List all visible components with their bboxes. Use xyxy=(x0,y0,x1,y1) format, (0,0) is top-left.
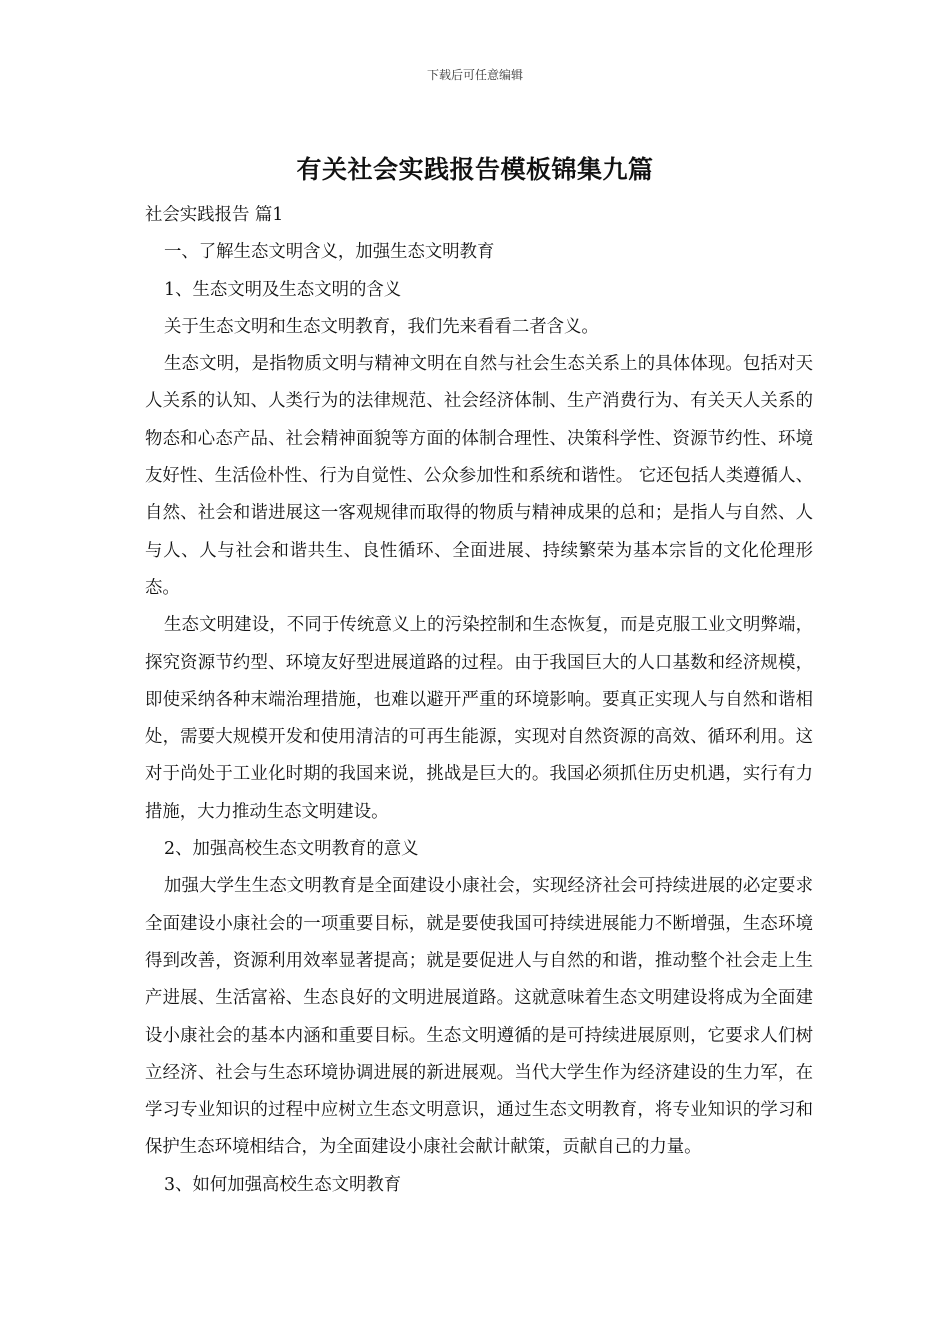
section-heading: 社会实践报告 篇1 xyxy=(145,205,284,225)
body-paragraph: 生态文明，是指物质文明与精神文明在自然与社会生态关系上的具体体现。包括对天人关系的认知、人类行为的法律规范、社会经济体制、生产消费行为、有关天人关系的物态和心态产品、社会精神面貌等方面的体制合理性、决策科学性、资源节约性、环境友好性、生活俭朴性、行为自觉性、公众参加性和系统和谐性。 它还包括人类遵循人、自然、社会和谐进展这一客观规律而取得的物质与精神成果的总和；是指人与自然、人与人、人与社会和谐共生、良性循环、全面进展、持续繁荣为基本宗旨的文化伦理形态。 xyxy=(145,354,813,598)
document-body xyxy=(145,197,813,1204)
subsection-heading: 一、了解生态文明含义，加强生态文明教育 xyxy=(164,242,495,263)
subsection-heading: 2、加强高校生态文明教育的意义 xyxy=(164,839,419,860)
body-paragraph: 生态文明建设，不同于传统意义上的污染控制和生态恢复，而是克服工业文明弊端，探究资源节约型、环境友好型进展道路的过程。由于我国巨大的人口基数和经济规模，即使采纳各种末端治理措施，也难以避开严重的环境影响。要真正实现人与自然和谐相处，需要大规模开发和使用清洁的可再生能源，实现对自然资源的高效、循环利用。这对于尚处于工业化时期的我国来说，挑战是巨大的。我国必须抓住历史机遇，实行有力措施，大力推动生态文明建设。 xyxy=(145,615,813,822)
subsection-heading: 3、如何加强高校生态文明教育 xyxy=(164,1174,402,1195)
subsection-heading: 1、生态文明及生态文明的含义 xyxy=(164,279,402,300)
document-title: 有关社会实践报告模板锦集九篇 xyxy=(296,155,654,184)
body-paragraph: 加强大学生生态文明教育是全面建设小康社会，实现经济社会可持续进展的必定要求全面建设小康社会的一项重要目标，就是要使我国可持续进展能力不断增强，生态环境得到改善，资源利用效率显著提高；就是要促进人与自然的和谐，推动整个社会走上生产进展、生活富裕、生态良好的文明进展道路。这就意味着生态文明建设将成为全面建设小康社会的基本内涵和重要目标。生态文明遵循的是可持续进展原则，它要求人们树立经济、社会与生态环境协调进展的新进展观。当代大学生作为经济建设的生力军，在学习专业知识的过程中应树立生态文明意识，通过生态文明教育，将专业知识的学习和保护生态环境相结合，为全面建设小康社会献计献策，贡献自己的力量。 xyxy=(145,876,813,1158)
header-note: 下载后可任意编辑 xyxy=(426,68,523,82)
body-paragraph: 关于生态文明和生态文明教育，我们先来看看二者含义。 xyxy=(164,316,599,337)
